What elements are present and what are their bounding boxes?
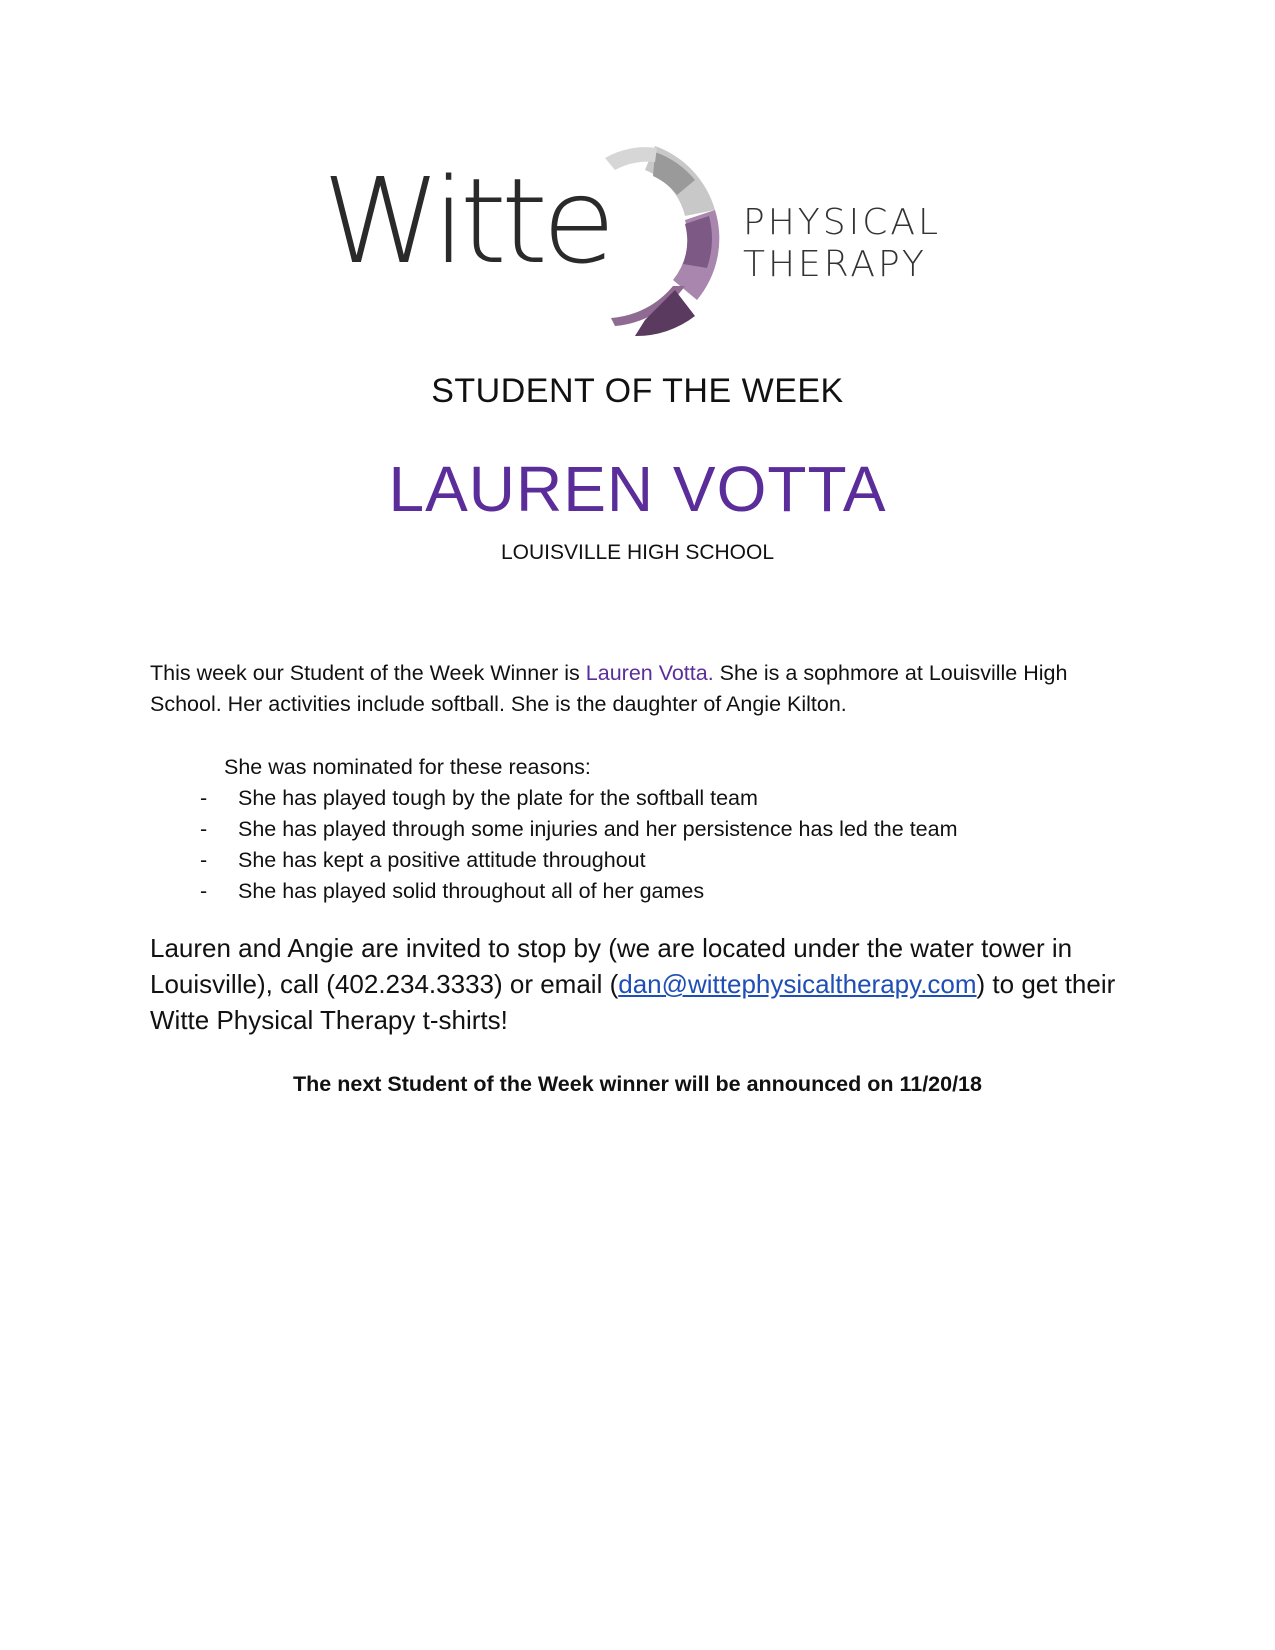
- reasons-list: [200, 783, 1124, 907]
- nomination-section: [200, 752, 1124, 907]
- school-name: LOUISVILLE HIGH SCHOOL: [500, 541, 775, 564]
- logo-subtitle: [743, 202, 941, 286]
- arc-logo-icon: [575, 140, 755, 340]
- dash-bullet: -: [200, 817, 208, 841]
- intro-paragraph: [150, 658, 1140, 720]
- list-item: - She has played solid throughout all of her games: [200, 876, 1100, 907]
- logo-subtitle-line2: THERAPY: [743, 244, 927, 285]
- email-link[interactable]: dan@wittephysicaltherapy.com: [618, 969, 977, 999]
- list-item: - She has played tough by the plate for the softball team: [200, 783, 1100, 814]
- logo-wordmark: Witte: [322, 152, 610, 290]
- next-announcement: The next Student of the Week winner will be announced on 11/20/18: [293, 1072, 982, 1096]
- list-item: - She has kept a positive attitude throughout: [200, 845, 1100, 876]
- intro-student-name: Lauren Votta.: [585, 661, 714, 685]
- logo-subtitle-line1: PHYSICAL: [743, 202, 942, 243]
- nomination-lead: She was nominated for these reasons:: [224, 755, 591, 779]
- page-title: STUDENT OF THE WEEK: [431, 372, 844, 410]
- dash-bullet: -: [200, 879, 208, 903]
- dash-bullet: -: [200, 848, 208, 872]
- invitation-paragraph: Lauren and Angie are invited to stop by (we are located under the water tower in Louisville), call (402.234.3333) or email (dan@wittephysicaltherapy.com) to get their Witte Physical Therapy t-shirts!: [150, 933, 1116, 1035]
- witte-logo: [322, 140, 942, 340]
- student-name: LAUREN VOTTA: [388, 453, 887, 525]
- dash-bullet: -: [200, 786, 208, 810]
- list-item: - She has played through some injuries and her persistence has led the team: [200, 814, 1100, 845]
- intro-text-after: She is a sophmore at Louisville High School. Her activities include softball. She is the daughter of Angie Kilton.: [150, 661, 1068, 716]
- intro-text-before: This week our Student of the Week Winner is: [150, 661, 586, 685]
